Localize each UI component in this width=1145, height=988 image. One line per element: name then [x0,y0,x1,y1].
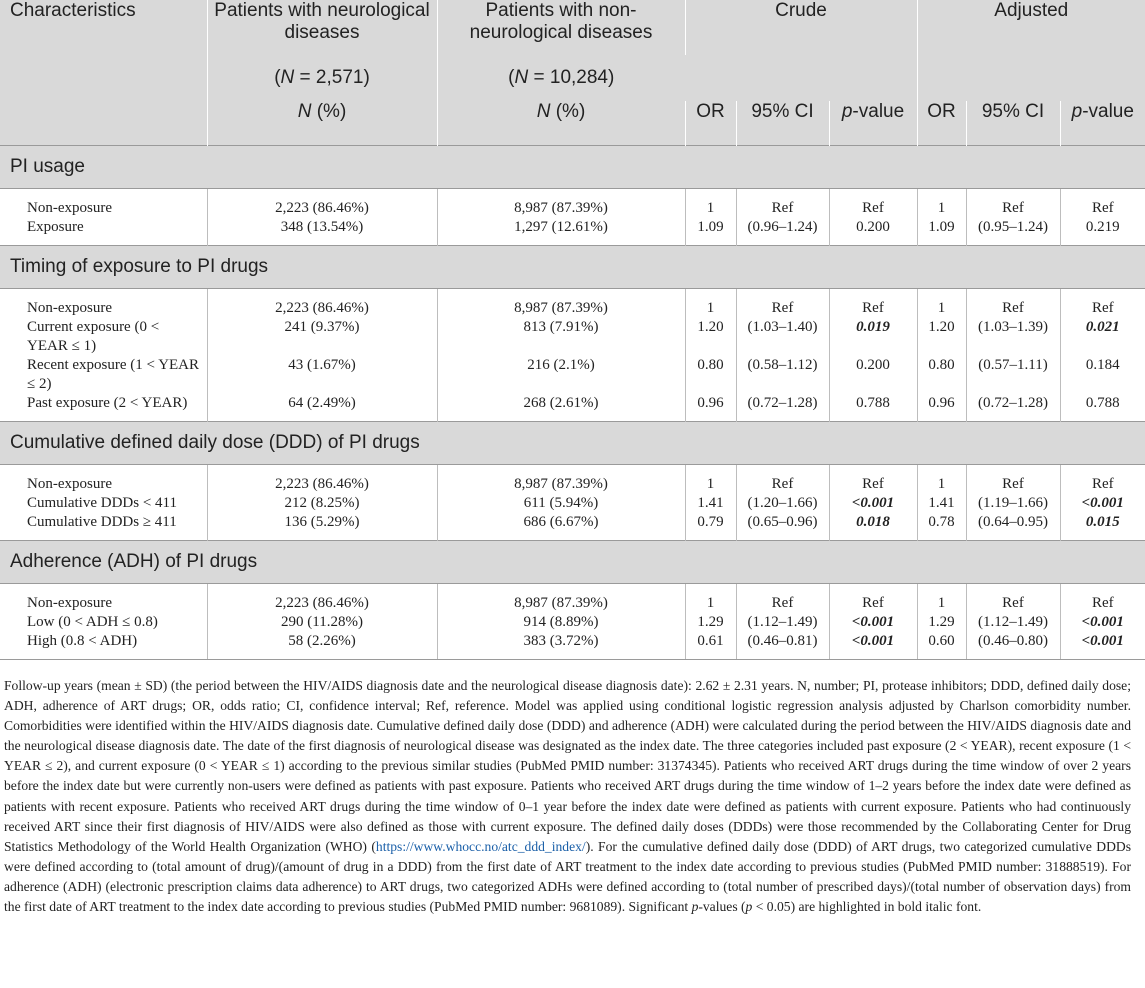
cell-nonneuro: 8,987 (87.39%) [437,584,685,614]
cell-neuro: 241 (9.37%) [207,318,437,356]
cell-crude-ci: Ref [736,465,829,495]
table-row [0,513,1145,541]
table-row [0,289,1145,319]
cell-crude-or: 1 [685,289,736,319]
cell-adj-or: 0.60 [917,632,966,659]
row-label: Low (0 < ADH ≤ 0.8) [0,613,207,632]
cell-nonneuro: 8,987 (87.39%) [437,289,685,319]
cell-crude-p: 0.019 [829,318,917,356]
cell-nonneuro: 1,297 (12.61%) [437,218,685,246]
cell-crude-p: 0.200 [829,356,917,394]
row-label: Recent exposure (1 < YEAR ≤ 2) [0,356,207,394]
header-n-pct-nonneuro: N (%) [437,101,685,146]
cell-adj-or: 1.09 [917,218,966,246]
cell-nonneuro: 813 (7.91%) [437,318,685,356]
cell-neuro: 212 (8.25%) [207,494,437,513]
footnote-text-1: Follow-up years (mean ± SD) (the period between the HIV/AIDS diagnosis date and the neurological disease diagnosis date): 2.62 ± 2.31 years. N, number; PI, protease inhibitors; DDD, defined daily dose; ADH, adherence of ART drugs; OR, odds ratio; CI, confidence interval; Ref, reference. Model was applied using conditional logistic regression analysis adjusted by Charlson comorbidity number. Comorbidities were identified within the HIV/AIDS diagnosis date. Cumulative defined daily dose (DDD) and adherence (ADH) were calculated during the period between the HIV/AIDS diagnosis date and the neurological disease diagnosis date. The date of the first diagnosis of neurological disease was designated as the index date. The three categories included past exposure (2 < YEAR), recent exposure (1 < YEAR ≤ 2), and current exposure (0 < YEAR ≤ 1) according to the previous similar studies (PubMed PMID number: 31374345). Patients who received ART drugs during the time window of over 2 years before the index date but were currently non-users were defined as patients with past exposure. Patients who received ART drugs during the time window of 1–2 years before the index date were defined as patients with recent exposure. Patients who received ART drugs during the time window of 0–1 year before the index date were defined as patients with current exposure. Patients who had continuously received ART since their first diagnosis of HIV/AIDS were also defined as those with current exposure. The defined daily doses (DDDs) were those recommended by the Collaborating Center for Drug Statistics Methodology of the World Health Organization (WHO) ( [4,678,1131,854]
table-row [0,218,1145,246]
cell-crude-ci: (1.12–1.49) [736,613,829,632]
footnote-p-italic: p [691,899,699,915]
cell-adj-ci: Ref [966,465,1060,495]
cell-crude-or: 1.20 [685,318,736,356]
section-header [0,422,1145,465]
header-crude-or: OR [685,101,736,146]
cell-crude-ci: (0.46–0.81) [736,632,829,659]
footnote-text-4: < 0.05) are highlighted in bold italic font. [752,899,982,915]
cell-neuro: 43 (1.67%) [207,356,437,394]
cell-adj-p: <0.001 [1081,614,1124,630]
cell-crude-ci: (1.20–1.66) [736,494,829,513]
cell-adj-ci: (1.03–1.39) [966,318,1060,356]
who-link[interactable]: https://www.whocc.no/atc_ddd_index/ [375,838,586,854]
cell-adj-ci: (0.72–1.28) [966,394,1060,422]
cell-adj-p: Ref [1091,595,1114,611]
row-label: Non-exposure [0,289,207,319]
table-body [0,146,1145,660]
cell-neuro: 348 (13.54%) [207,218,437,246]
cell-adj-p: 0.015 [1085,514,1120,530]
cell-crude-p: 0.200 [829,218,917,246]
cell-neuro: 2,223 (86.46%) [207,584,437,614]
section-title: Adherence (ADH) of PI drugs [0,541,1145,584]
cell-adj-p: 0.788 [1085,395,1120,411]
cell-crude-or: 1 [685,584,736,614]
table-row [0,613,1145,632]
footnote-text-2: ). For the cumulative defined daily dose (DDD) of ART drugs, two categorized cumulative DDDs were defined according to (total amount of drug)/(amount of drug in a DDD) from the first date of ART treatment to the index date according to previous studies (PubMed PMID number: 31888519). For adherence (ADH) (electronic prescription claims data adherence) to ART drugs, two categorized ADHs were defined according to (total number of prescribed days)/(total number of observation days) from the first date of ART treatment to the index date according to previous studies (PubMed PMID number: 9681089). Significant [4,838,1131,915]
cell-adj-ci: Ref [966,189,1060,219]
section-title: Cumulative defined daily dose (DDD) of PI drugs [0,422,1145,465]
header-crude: Crude [685,0,917,101]
table-footnote [0,659,1145,917]
cell-crude-or: 1 [685,189,736,219]
header-crude-p: p-value [829,101,917,146]
cell-adj-p: 0.219 [1085,219,1120,235]
cell-crude-or: 0.79 [685,513,736,541]
cell-adj-or: 1.20 [917,318,966,356]
cell-adj-ci: Ref [966,289,1060,319]
cell-adj-p: 0.184 [1085,357,1120,373]
row-label: Non-exposure [0,465,207,495]
section-header [0,541,1145,584]
cell-crude-ci: Ref [736,584,829,614]
cell-crude-or: 1.41 [685,494,736,513]
cell-adj-ci: (0.46–0.80) [966,632,1060,659]
cell-nonneuro: 8,987 (87.39%) [437,189,685,219]
cell-crude-p: <0.001 [829,494,917,513]
cell-adj-p: Ref [1091,300,1114,316]
cell-adj-or: 1.41 [917,494,966,513]
cell-crude-or: 0.61 [685,632,736,659]
table-row [0,318,1145,356]
cell-adj-or: 0.80 [917,356,966,394]
cell-crude-ci: Ref [736,189,829,219]
section-title: Timing of exposure to PI drugs [0,246,1145,289]
cell-adj-or: 0.78 [917,513,966,541]
cell-crude-ci: (0.65–0.96) [736,513,829,541]
section-header [0,146,1145,189]
header-characteristics: Characteristics [0,0,207,101]
cell-adj-or: 1 [917,465,966,495]
cell-crude-or: 1.09 [685,218,736,246]
table-row [0,494,1145,513]
footnote-text-3: -values ( [698,899,746,915]
cell-crude-ci: (1.03–1.40) [736,318,829,356]
cell-neuro: 58 (2.26%) [207,632,437,659]
header-crude-ci: 95% CI [736,101,829,146]
cell-adj-ci: (0.64–0.95) [966,513,1060,541]
cell-crude-ci: Ref [736,289,829,319]
cell-nonneuro: 914 (8.89%) [437,613,685,632]
table-row [0,356,1145,394]
cell-crude-or: 0.80 [685,356,736,394]
row-label: Cumulative DDDs < 411 [0,494,207,513]
row-label: Current exposure (0 < YEAR ≤ 1) [0,318,207,356]
cell-adj-ci: (1.19–1.66) [966,494,1060,513]
row-label: Non-exposure [0,189,207,219]
cell-crude-p: <0.001 [829,613,917,632]
table-row [0,584,1145,614]
section-title: PI usage [0,146,1145,189]
row-label: Past exposure (2 < YEAR) [0,394,207,422]
row-label: Exposure [0,218,207,246]
header-nonneuro-n: (N = 10,284) [437,55,685,101]
table-row [0,394,1145,422]
table-row [0,465,1145,495]
header-blank [0,101,207,146]
cell-adj-p: 0.021 [1085,319,1120,335]
cell-adj-or: 1 [917,189,966,219]
row-label: High (0.8 < ADH) [0,632,207,659]
cell-adj-ci: Ref [966,584,1060,614]
row-label: Cumulative DDDs ≥ 411 [0,513,207,541]
cell-nonneuro: 383 (3.72%) [437,632,685,659]
cell-crude-ci: (0.96–1.24) [736,218,829,246]
cell-adj-ci: (0.95–1.24) [966,218,1060,246]
cell-adj-ci: (0.57–1.11) [966,356,1060,394]
cell-adj-p: <0.001 [1081,495,1124,511]
table-row [0,189,1145,219]
cell-crude-ci: (0.72–1.28) [736,394,829,422]
cell-crude-p: Ref [829,189,917,219]
row-label: Non-exposure [0,584,207,614]
cell-adj-p: Ref [1091,200,1114,216]
cell-crude-p: <0.001 [829,632,917,659]
cell-crude-p: Ref [829,465,917,495]
cell-adj-or: 1 [917,289,966,319]
cell-nonneuro: 611 (5.94%) [437,494,685,513]
footnote-p-italic-2: p [745,899,753,915]
cell-neuro: 2,223 (86.46%) [207,289,437,319]
cell-adj-p: <0.001 [1081,633,1124,649]
cell-nonneuro: 268 (2.61%) [437,394,685,422]
cell-adj-or: 1 [917,584,966,614]
header-nonneuro: Patients with non-neurological diseases [437,0,685,55]
header-neuro: Patients with neurological diseases [207,0,437,55]
table-row [0,632,1145,659]
cell-adj-ci: (1.12–1.49) [966,613,1060,632]
cell-crude-p: Ref [829,289,917,319]
cell-nonneuro: 686 (6.67%) [437,513,685,541]
cell-neuro: 2,223 (86.46%) [207,465,437,495]
cell-crude-p: 0.018 [829,513,917,541]
header-adjusted: Adjusted [917,0,1145,101]
cell-adj-or: 1.29 [917,613,966,632]
cell-nonneuro: 8,987 (87.39%) [437,465,685,495]
cell-crude-p: Ref [829,584,917,614]
cell-crude-or: 1 [685,465,736,495]
cell-nonneuro: 216 (2.1%) [437,356,685,394]
cell-neuro: 136 (5.29%) [207,513,437,541]
cell-crude-or: 1.29 [685,613,736,632]
section-header [0,246,1145,289]
cell-neuro: 64 (2.49%) [207,394,437,422]
cell-crude-or: 0.96 [685,394,736,422]
cell-crude-ci: (0.58–1.12) [736,356,829,394]
header-adj-p: p-value [1060,101,1145,146]
cell-neuro: 290 (11.28%) [207,613,437,632]
header-neuro-n: (N = 2,571) [207,55,437,101]
header-adj-or: OR [917,101,966,146]
cell-neuro: 2,223 (86.46%) [207,189,437,219]
header-n-pct-neuro: N (%) [207,101,437,146]
header-adj-ci: 95% CI [966,101,1060,146]
cell-adj-or: 0.96 [917,394,966,422]
cell-adj-p: Ref [1091,476,1114,492]
cell-crude-p: 0.788 [829,394,917,422]
